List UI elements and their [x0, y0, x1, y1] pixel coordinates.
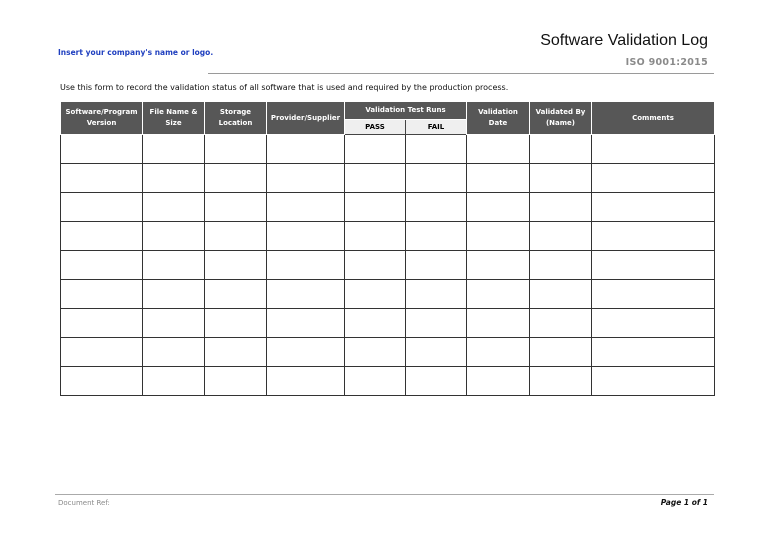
cell-comments[interactable] [592, 338, 715, 367]
cell-storage[interactable] [205, 193, 267, 222]
cell-software[interactable] [61, 193, 143, 222]
table-row [61, 164, 715, 193]
cell-storage[interactable] [205, 309, 267, 338]
cell-date[interactable] [467, 135, 530, 164]
document-ref-label: Document Ref: [58, 499, 110, 507]
validation-log-table [60, 101, 715, 396]
cell-storage[interactable] [205, 164, 267, 193]
cell-storage[interactable] [205, 367, 267, 396]
cell-file[interactable] [143, 193, 205, 222]
iso-standard-label: ISO 9001:2015 [625, 57, 708, 68]
col-header-fail: FAIL [406, 120, 467, 135]
cell-comments[interactable] [592, 280, 715, 309]
cell-comments[interactable] [592, 367, 715, 396]
cell-provider[interactable] [267, 338, 345, 367]
cell-date[interactable] [467, 309, 530, 338]
col-header-software: Software/Program Version [61, 102, 143, 135]
cell-validated-by[interactable] [530, 222, 592, 251]
cell-storage[interactable] [205, 251, 267, 280]
table-row [61, 338, 715, 367]
intro-text: Use this form to record the validation status of all software that is used and required by the production process. [60, 83, 509, 92]
cell-comments[interactable] [592, 193, 715, 222]
cell-software[interactable] [61, 338, 143, 367]
cell-file[interactable] [143, 251, 205, 280]
cell-fail[interactable] [406, 193, 467, 222]
cell-comments[interactable] [592, 222, 715, 251]
cell-storage[interactable] [205, 222, 267, 251]
cell-comments[interactable] [592, 309, 715, 338]
document-title: Software Validation Log [540, 32, 708, 49]
page-number: Page 1 of 1 [660, 498, 708, 507]
cell-software[interactable] [61, 222, 143, 251]
cell-fail[interactable] [406, 135, 467, 164]
cell-software[interactable] [61, 135, 143, 164]
cell-comments[interactable] [592, 135, 715, 164]
cell-provider[interactable] [267, 193, 345, 222]
cell-provider[interactable] [267, 164, 345, 193]
cell-date[interactable] [467, 367, 530, 396]
cell-pass[interactable] [345, 135, 406, 164]
cell-provider[interactable] [267, 367, 345, 396]
col-header-storage: Storage Location [205, 102, 267, 135]
cell-validated-by[interactable] [530, 280, 592, 309]
cell-pass[interactable] [345, 222, 406, 251]
cell-provider[interactable] [267, 251, 345, 280]
cell-pass[interactable] [345, 280, 406, 309]
cell-file[interactable] [143, 338, 205, 367]
col-header-file: File Name & Size [143, 102, 205, 135]
footer-divider [55, 494, 714, 495]
col-header-comments: Comments [592, 102, 715, 135]
cell-validated-by[interactable] [530, 135, 592, 164]
cell-date[interactable] [467, 338, 530, 367]
cell-pass[interactable] [345, 251, 406, 280]
cell-validated-by[interactable] [530, 164, 592, 193]
cell-provider[interactable] [267, 222, 345, 251]
cell-date[interactable] [467, 251, 530, 280]
cell-fail[interactable] [406, 251, 467, 280]
cell-provider[interactable] [267, 135, 345, 164]
cell-fail[interactable] [406, 280, 467, 309]
table-row [61, 222, 715, 251]
cell-validated-by[interactable] [530, 367, 592, 396]
cell-software[interactable] [61, 164, 143, 193]
cell-pass[interactable] [345, 367, 406, 396]
cell-date[interactable] [467, 193, 530, 222]
cell-software[interactable] [61, 280, 143, 309]
table-row [61, 309, 715, 338]
cell-storage[interactable] [205, 135, 267, 164]
cell-storage[interactable] [205, 280, 267, 309]
cell-file[interactable] [143, 164, 205, 193]
col-header-date: Validation Date [467, 102, 530, 135]
table-row [61, 251, 715, 280]
header-divider [208, 73, 714, 74]
cell-storage[interactable] [205, 338, 267, 367]
table-row [61, 193, 715, 222]
cell-pass[interactable] [345, 309, 406, 338]
table-row [61, 280, 715, 309]
cell-comments[interactable] [592, 251, 715, 280]
col-header-validated-by: Validated By (Name) [530, 102, 592, 135]
cell-fail[interactable] [406, 367, 467, 396]
cell-fail[interactable] [406, 222, 467, 251]
cell-file[interactable] [143, 367, 205, 396]
table-row [61, 135, 715, 164]
cell-software[interactable] [61, 367, 143, 396]
cell-validated-by[interactable] [530, 338, 592, 367]
cell-fail[interactable] [406, 164, 467, 193]
cell-pass[interactable] [345, 338, 406, 367]
col-header-test-runs: Validation Test Runs [345, 102, 467, 120]
cell-file[interactable] [143, 222, 205, 251]
company-name-placeholder[interactable]: Insert your company's name or logo. [58, 48, 214, 57]
cell-provider[interactable] [267, 309, 345, 338]
cell-comments[interactable] [592, 164, 715, 193]
cell-date[interactable] [467, 164, 530, 193]
col-header-pass: PASS [345, 120, 406, 135]
cell-file[interactable] [143, 280, 205, 309]
col-header-provider: Provider/Supplier [267, 102, 345, 135]
cell-software[interactable] [61, 309, 143, 338]
cell-software[interactable] [61, 251, 143, 280]
cell-file[interactable] [143, 309, 205, 338]
cell-pass[interactable] [345, 193, 406, 222]
table-body [61, 135, 715, 396]
cell-pass[interactable] [345, 164, 406, 193]
cell-validated-by[interactable] [530, 309, 592, 338]
cell-date[interactable] [467, 222, 530, 251]
cell-validated-by[interactable] [530, 193, 592, 222]
cell-fail[interactable] [406, 338, 467, 367]
cell-file[interactable] [143, 135, 205, 164]
cell-fail[interactable] [406, 309, 467, 338]
table-row [61, 367, 715, 396]
cell-date[interactable] [467, 280, 530, 309]
cell-provider[interactable] [267, 280, 345, 309]
cell-validated-by[interactable] [530, 251, 592, 280]
